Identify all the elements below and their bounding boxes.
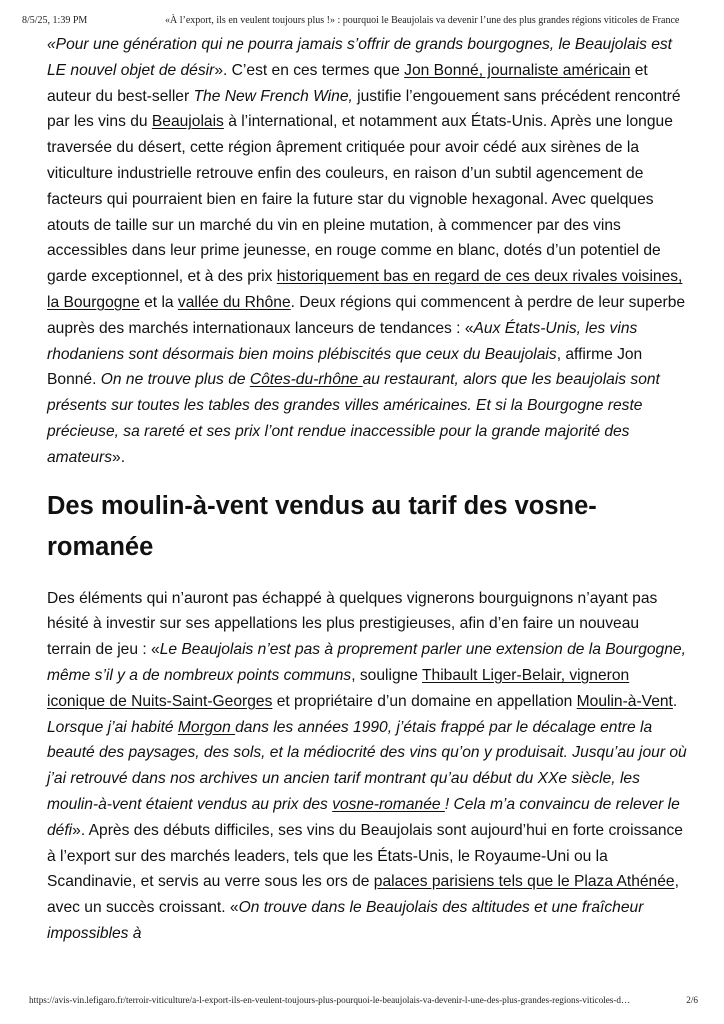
inline-link[interactable]: Thibault Liger-Belair, vigneron iconique de Nuits-Saint-Georges bbox=[47, 666, 630, 710]
italic-text: On trouve dans le Beaujolais des altitudes et une fraîcheur impossibles à bbox=[47, 899, 644, 942]
print-datetime: 8/5/25, 1:39 PM bbox=[22, 15, 88, 26]
inline-link[interactable]: vosne-romanée bbox=[332, 795, 445, 813]
italic-text: dans les années 1990, j’étais frappé par le décalage entre la beauté des paysages, des sols, et la médiocrité des vins qu’on y produisait. Jusqu’au jour où j’ai retrouvé dans nos archives un ancien tarif montrant qu’au début du XXe siècle, les moulin-à-vent étaient vendus au prix des bbox=[47, 718, 687, 813]
text-run: ». bbox=[112, 448, 126, 466]
inline-link[interactable]: Morgon bbox=[177, 718, 236, 736]
section-heading: Des moulin-à-vent vendus au tarif des vosne-romanée bbox=[47, 491, 597, 561]
text-run: . Deux régions qui commencent à perdre de leur superbe auprès des marchés internationaux lanceurs de tendances : « bbox=[47, 293, 686, 337]
italic-text: Lorsque j’ai habité bbox=[47, 718, 178, 736]
italic-text: ! Cela m’a convaincu de relever le défi bbox=[47, 795, 680, 839]
text-run: et la bbox=[139, 293, 178, 311]
print-url: https://avis-vin.lefigaro.fr/terroir-viticulture/a-l-export-ils-en-veulent-toujours-plus-pourquoi-le-beaujolais-va-devenir-l-une-des-plus-grandes-regions-viticoles-d… bbox=[29, 995, 631, 1005]
text-run: , avec un succès croissant. « bbox=[47, 873, 679, 917]
text-run: et auteur du best-seller bbox=[47, 61, 648, 105]
article-paragraph-2 bbox=[47, 586, 687, 947]
inline-link[interactable]: Côtes-du-rhône bbox=[249, 371, 363, 389]
inline-link[interactable]: Beaujolais bbox=[151, 113, 224, 131]
inline-link[interactable]: Jon Bonné, journaliste américain bbox=[404, 61, 631, 79]
italic-text: «Pour une génération qui ne pourra jamais s’offrir de grands bourgognes, le Beaujolais est LE nouvel objet de désir bbox=[47, 36, 673, 79]
text-run: ». Après des débuts difficiles, ses vins du Beaujolais sont aujourd’hui en forte croissance à l’export sur des marchés leaders, tels que les États-Unis, le Royaume-Uni ou la Scandinavie, et servis au verre sous les ors de bbox=[47, 821, 683, 891]
article-paragraph-1 bbox=[47, 32, 687, 471]
inline-link[interactable]: historiquement bas en regard de ces deux rivales voisines, la Bourgogne bbox=[47, 268, 683, 311]
italic-text: au restaurant, alors que les beaujolais sont présents sur toutes les tables des grandes villes américaines. Et si la Bourgogne reste précieuse, sa rareté et ses prix l’ont rendue inaccessible pour la grande majorité des amateurs bbox=[47, 371, 660, 466]
text-run: Des éléments qui n’auront pas échappé à quelques vignerons bourguignons n’ayant pas hésité à investir sur ses appellations les plus prestigieuses, afin d’en faire un nouveau terrain de jeu : « bbox=[47, 589, 658, 659]
print-page-title: «À l’export, ils en veulent toujours plus !» : pourquoi le Beaujolais va devenir l’une des plus grandes régions viticoles de France bbox=[165, 15, 680, 26]
print-header bbox=[22, 15, 706, 29]
italic-text: Aux États-Unis, les vins rhodaniens sont désormais bien moins plébiscités que ceux du Beaujolais bbox=[47, 319, 638, 363]
text-run: , souligne bbox=[351, 666, 423, 684]
article-body bbox=[47, 32, 687, 947]
text-run: ». C’est en ces termes que bbox=[214, 61, 405, 79]
italic-text: Le Beaujolais n’est pas à proprement parler une extension de la Bourgogne, même s’il y a de nombreux points communs bbox=[47, 641, 686, 684]
inline-link[interactable]: palaces parisiens tels que le Plaza Athénée bbox=[373, 873, 675, 891]
text-run: justifie l’engouement sans précédent rencontré par les vins du bbox=[47, 87, 681, 131]
text-run: . bbox=[672, 692, 678, 710]
inline-link[interactable]: Moulin-à-Vent bbox=[576, 692, 673, 710]
text-run: , affirme Jon Bonné. bbox=[47, 345, 643, 389]
italic-text: On ne trouve plus de bbox=[100, 371, 250, 389]
page-number: 2/6 bbox=[686, 995, 698, 1005]
inline-link[interactable]: vallée du Rhône bbox=[177, 293, 291, 311]
text-run: à l’international, et notamment aux États-Unis. Après une longue traversée du désert, cette région âprement critiquée pour avoir cédé aux sirènes de la viticulture industrielle retrouve enfin des couleurs, en raison d’un subtil agencement de facteurs qui pourraient bien en faire la future star du vignoble hexagonal. Avec quelques atouts de taille sur un marché du vin en pleine mutation, à commencer par des vins accessibles dans leur prime jeunesse, en rouge comme en blanc, dotés d’un potentiel de garde exceptionnel, et à des prix bbox=[47, 113, 673, 286]
italic-text: The New French Wine, bbox=[193, 87, 353, 105]
print-footer bbox=[29, 995, 706, 1009]
text-run: et propriétaire d’un domaine en appellation bbox=[272, 692, 577, 710]
